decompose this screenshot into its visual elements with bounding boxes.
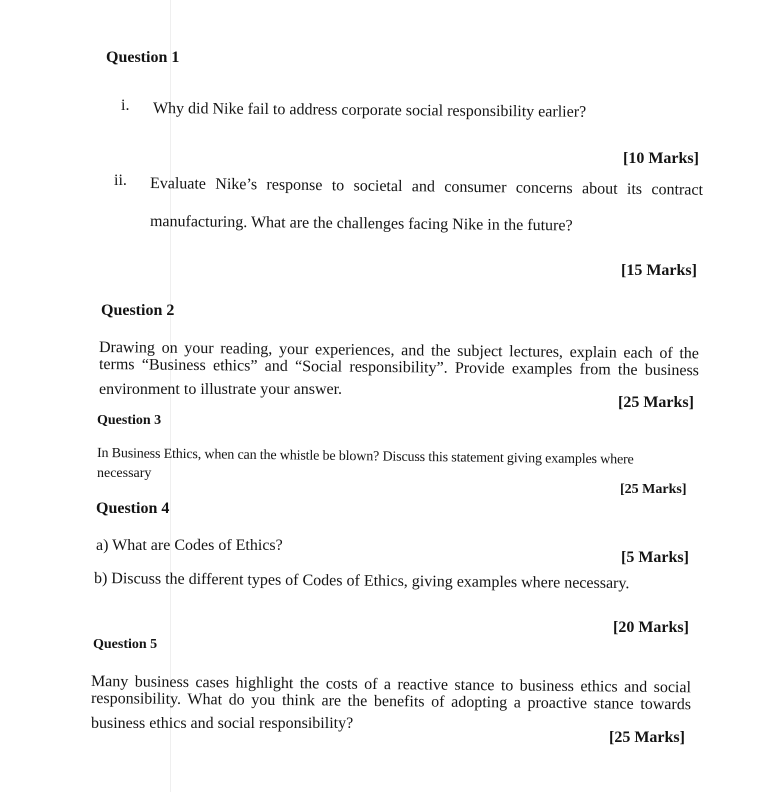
question-1-item-1-number: i. [121, 97, 130, 114]
question-3-marks: [25 Marks] [620, 482, 687, 497]
question-1-item-2-number: ii. [114, 172, 127, 189]
question-4-part-a-marks: [5 Marks] [621, 549, 689, 566]
question-1-item-2-line-1: Evaluate Nike’s response to societal and consumer concerns about its contract [149, 175, 704, 199]
question-2-heading: Question 2 [101, 302, 175, 319]
question-2-line-2: terms “Business ethics” and “Social responsibility”. Provide examples from the business [98, 356, 700, 380]
question-1-heading: Question 1 [106, 49, 180, 66]
question-5-line-3: business ethics and social responsibility? [91, 715, 354, 732]
question-5-heading: Question 5 [93, 637, 158, 652]
question-3-line-1: In Business Ethics, when can the whistle be blown? Discuss this statement giving examples where [96, 446, 634, 468]
question-2-marks: [25 Marks] [618, 394, 694, 411]
question-4-heading: Question 4 [96, 500, 170, 517]
question-1-item-2-line-2: manufacturing. What are the challenges facing Nike in the future? [149, 213, 573, 235]
question-1-item-1-marks: [10 Marks] [623, 150, 699, 167]
question-5-marks: [25 Marks] [609, 729, 685, 746]
question-3-heading: Question 3 [97, 413, 162, 428]
question-5-line-2: responsibility. What do you think are the benefits of adopting a proactive stance towards [90, 690, 692, 714]
question-1-item-2-marks: [15 Marks] [621, 262, 697, 279]
question-4-part-b: b) Discuss the different types of Codes of Ethics, giving examples where necessary. [93, 570, 630, 593]
question-1-item-1-text: Why did Nike fail to address corporate social responsibility earlier? [152, 100, 587, 121]
question-4-part-b-marks: [20 Marks] [613, 619, 689, 636]
question-4-part-a: a) What are Codes of Ethics? [96, 537, 283, 554]
question-3-line-2: necessary [97, 466, 152, 481]
question-2-line-3: environment to illustrate your answer. [99, 381, 343, 398]
question-5-line-1: Many business cases highlight the costs of a reactive stance to business ethics and social [90, 673, 692, 697]
question-2-line-1: Drawing on your reading, your experiences, and the subject lectures, explain each of the [98, 339, 700, 363]
